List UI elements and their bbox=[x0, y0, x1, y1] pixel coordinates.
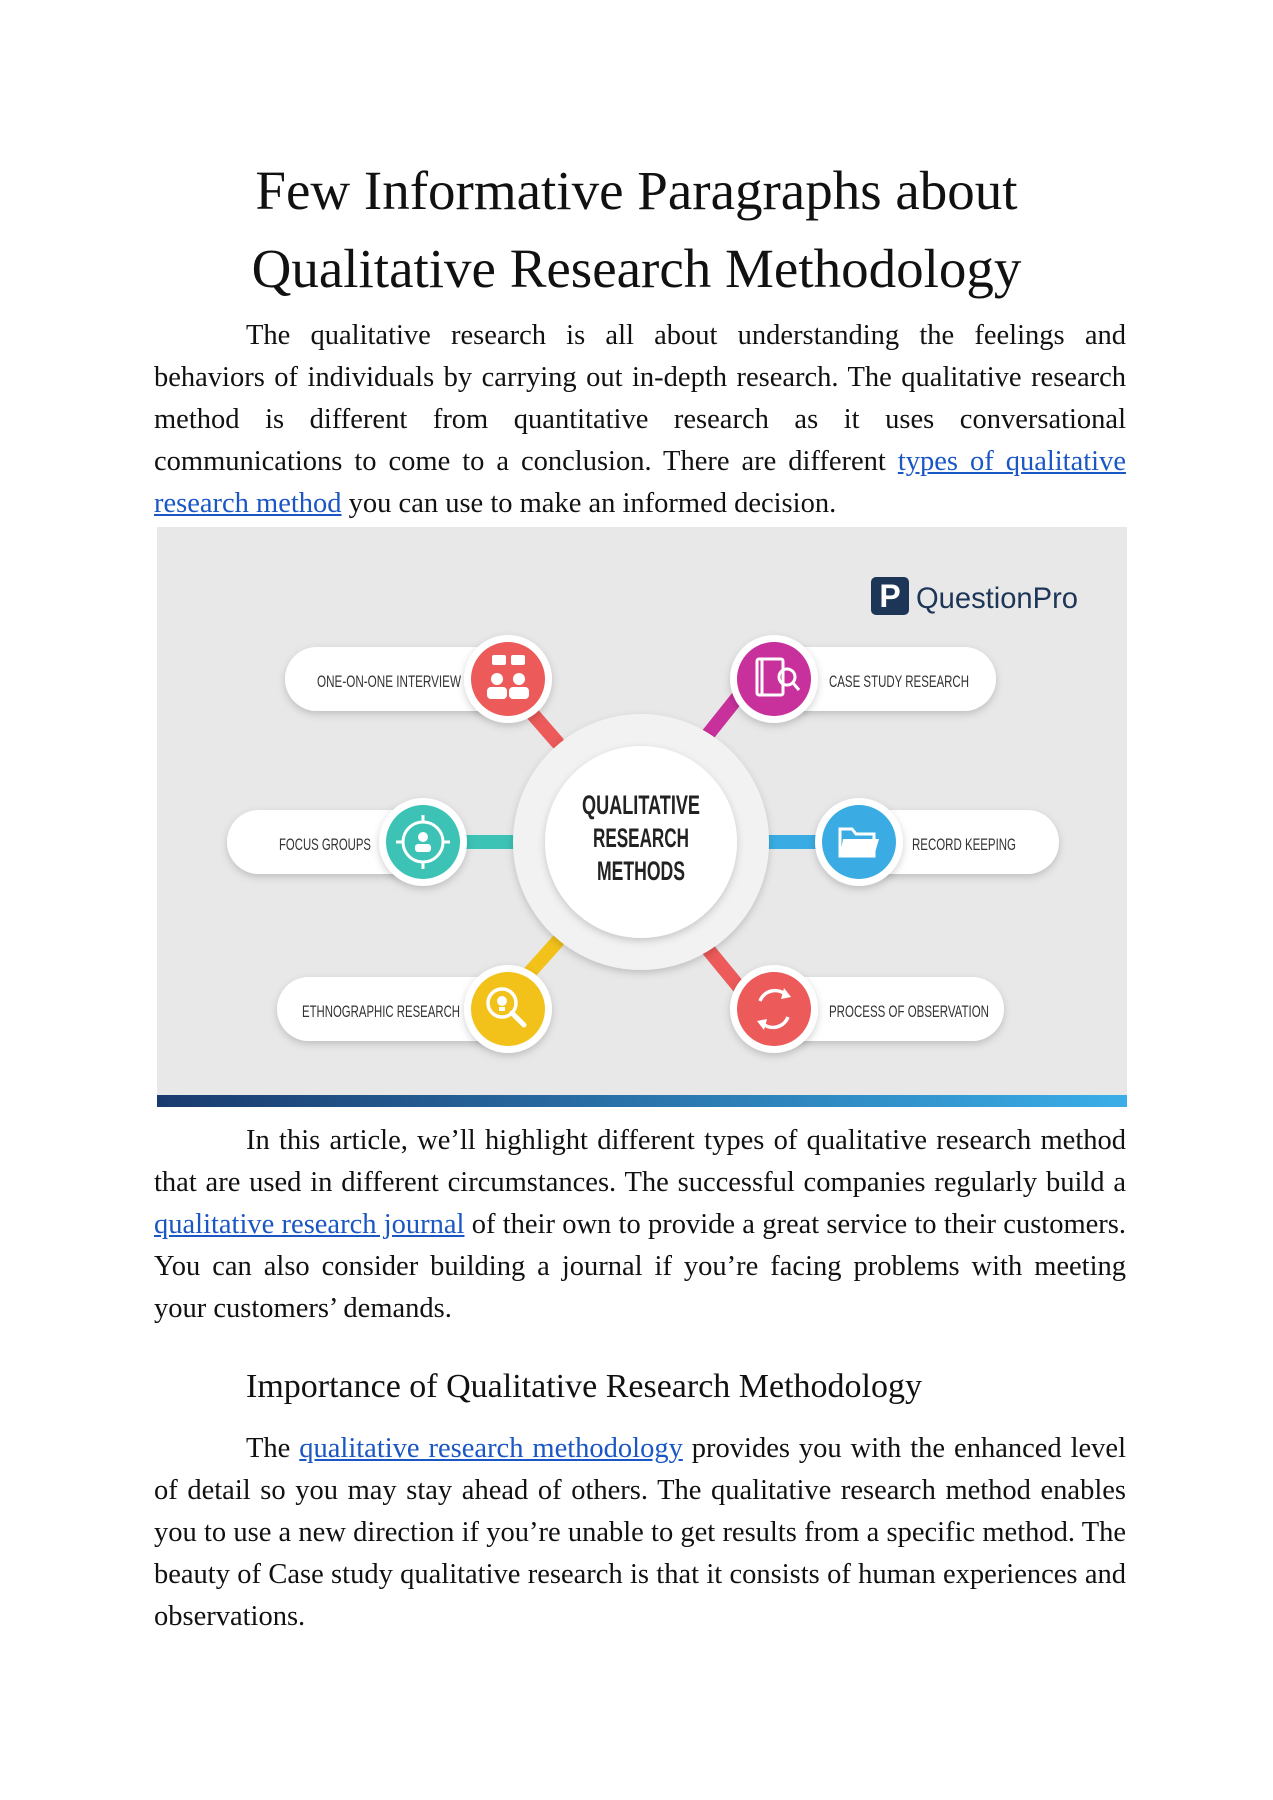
method-icon-circle bbox=[471, 972, 545, 1046]
method-label: FOCUS GROUPS bbox=[279, 835, 371, 854]
intro-text-end: you can use to make an informed decision. bbox=[341, 488, 837, 519]
method-label: PROCESS OF OBSERVATION bbox=[829, 1002, 989, 1021]
qualitative-research-journal-link[interactable]: qualitative research journal bbox=[154, 1209, 465, 1240]
center-hub-line-3: METHODS bbox=[597, 856, 685, 886]
method-icon-circle bbox=[471, 642, 545, 716]
importance-text-start: The bbox=[246, 1433, 300, 1464]
method-icon-circle bbox=[737, 642, 811, 716]
center-hub-line-1: QUALITATIVE bbox=[582, 790, 700, 820]
method-icon-circle bbox=[737, 972, 811, 1046]
section-heading-importance: Importance of Qualitative Research Methodology bbox=[246, 1368, 922, 1405]
intro-text-start: The qualitative research is all about understanding the feelings and behaviors of individuals by carrying out in-depth research. The qualitative research method is different from quantitative research as it uses conversational communications to come to a conclusion. There are different bbox=[154, 320, 1126, 477]
method-record-keeping bbox=[815, 798, 1059, 886]
questionpro-logo bbox=[871, 577, 1078, 615]
center-hub-line-2: RESEARCH bbox=[593, 823, 689, 853]
method-ethnographic-research bbox=[277, 965, 552, 1053]
questionpro-logo-letter: P bbox=[879, 578, 901, 614]
qualitative-methods-infographic bbox=[157, 527, 1127, 1107]
overview-text-start: In this article, we’ll highlight different types of qualitative research method that are used in different circumstances. The successful companies regularly build a bbox=[154, 1125, 1126, 1198]
article-overview-paragraph bbox=[154, 1120, 1126, 1330]
method-process-of-observation bbox=[730, 965, 1004, 1053]
importance-text-end: provides you with the enhanced level of detail so you may stay ahead of others. The qualitative research method enables you to use a new direction if you’re unable to get results from a specific method. The beauty of Case study qualitative research is that it consists of human experiences and observations. bbox=[154, 1433, 1126, 1632]
page-title bbox=[150, 152, 1123, 308]
method-label: ONE-ON-ONE INTERVIEW bbox=[317, 672, 461, 691]
intro-paragraph bbox=[154, 315, 1126, 525]
method-label: ETHNOGRAPHIC RESEARCH bbox=[302, 1002, 460, 1021]
importance-paragraph bbox=[154, 1428, 1126, 1638]
qualitative-research-methodology-link[interactable]: qualitative research methodology bbox=[299, 1433, 683, 1464]
types-of-qualitative-research-link[interactable]: types of qualitative research method bbox=[154, 446, 1126, 519]
method-label: CASE STUDY RESEARCH bbox=[829, 672, 969, 691]
center-hub bbox=[513, 714, 769, 970]
method-focus-groups bbox=[227, 798, 467, 886]
method-one-on-one-interview bbox=[285, 635, 552, 723]
infographic-bottom-bar bbox=[157, 1095, 1127, 1107]
title-line-1: Few Informative Paragraphs about bbox=[255, 160, 1018, 221]
title-line-2: Qualitative Research Methodology bbox=[251, 238, 1022, 299]
method-case-study-research bbox=[730, 635, 996, 723]
method-label: RECORD KEEPING bbox=[912, 835, 1016, 854]
questionpro-brand-name: QuestionPro bbox=[916, 582, 1078, 615]
overview-text-end: of their own to provide a great service to their customers. You can also consider building a journal if you’re facing problems with meeting your customers’ demands. bbox=[154, 1209, 1126, 1324]
